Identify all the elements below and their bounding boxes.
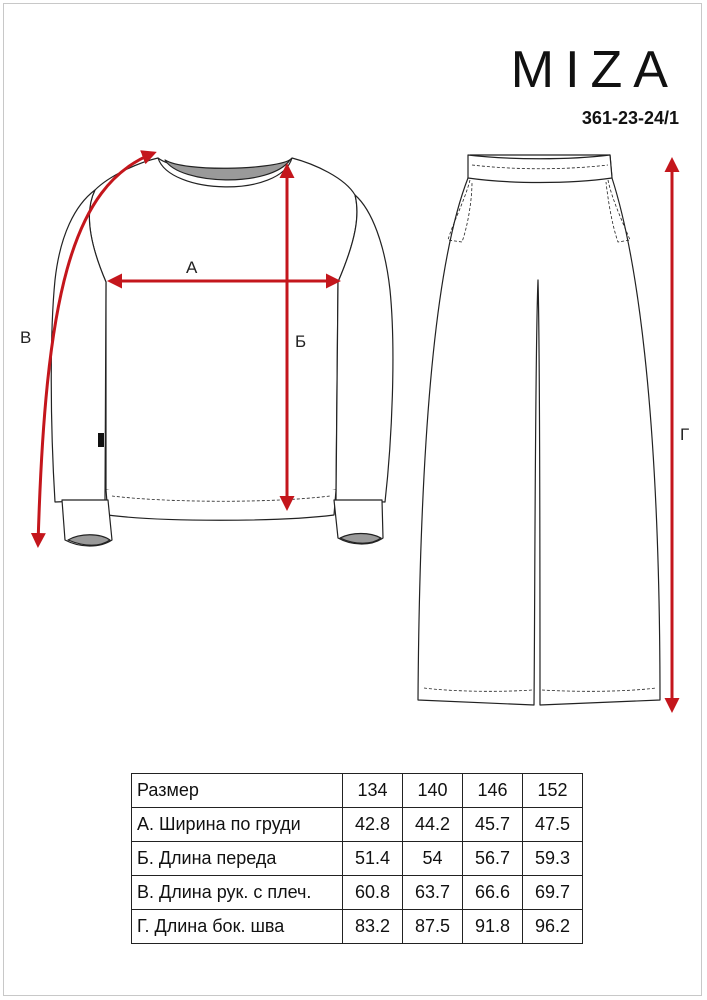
brand-logo: MIZA (510, 41, 679, 99)
row-label: А. Ширина по груди (132, 808, 343, 842)
table-cell: 83.2 (343, 910, 403, 944)
table-cell: 60.8 (343, 876, 403, 910)
size-chart-table (131, 773, 583, 944)
pants-sketch (418, 155, 660, 705)
table-row (132, 910, 583, 944)
sweatshirt-body (89, 158, 357, 498)
table-header-row (132, 774, 583, 808)
table-cell: 66.6 (463, 876, 523, 910)
label-v: В (20, 328, 32, 347)
table-cell: 91.8 (463, 910, 523, 944)
row-label: В. Длина рук. с плеч. (132, 876, 343, 910)
sweatshirt-label-tag (98, 433, 104, 447)
table-cell: 45.7 (463, 808, 523, 842)
table-header-size: 140 (403, 774, 463, 808)
row-label: Г. Длина бок. шва (132, 910, 343, 944)
table-cell: 69.7 (523, 876, 583, 910)
sweatshirt-hem (106, 490, 336, 520)
table-cell: 59.3 (523, 842, 583, 876)
label-a: А (186, 258, 198, 277)
table-header-size: 146 (463, 774, 523, 808)
table-row (132, 876, 583, 910)
label-b: Б (295, 332, 307, 351)
pants-waistband (468, 155, 612, 183)
table-header-size: 152 (523, 774, 583, 808)
table-header-label: Размер (132, 774, 343, 808)
pants-outline (418, 155, 660, 705)
sweatshirt-sketch (51, 158, 393, 546)
table-cell: 42.8 (343, 808, 403, 842)
table-row (132, 808, 583, 842)
table-row (132, 842, 583, 876)
table-cell: 63.7 (403, 876, 463, 910)
table-cell: 54 (403, 842, 463, 876)
table-cell: 44.2 (403, 808, 463, 842)
table-cell: 56.7 (463, 842, 523, 876)
table-cell: 51.4 (343, 842, 403, 876)
table-header-size: 134 (343, 774, 403, 808)
table-cell: 87.5 (403, 910, 463, 944)
article-number: 361-23-24/1 (581, 108, 679, 128)
row-label: Б. Длина переда (132, 842, 343, 876)
table-cell: 47.5 (523, 808, 583, 842)
table-cell: 96.2 (523, 910, 583, 944)
label-g: Г (680, 425, 690, 444)
